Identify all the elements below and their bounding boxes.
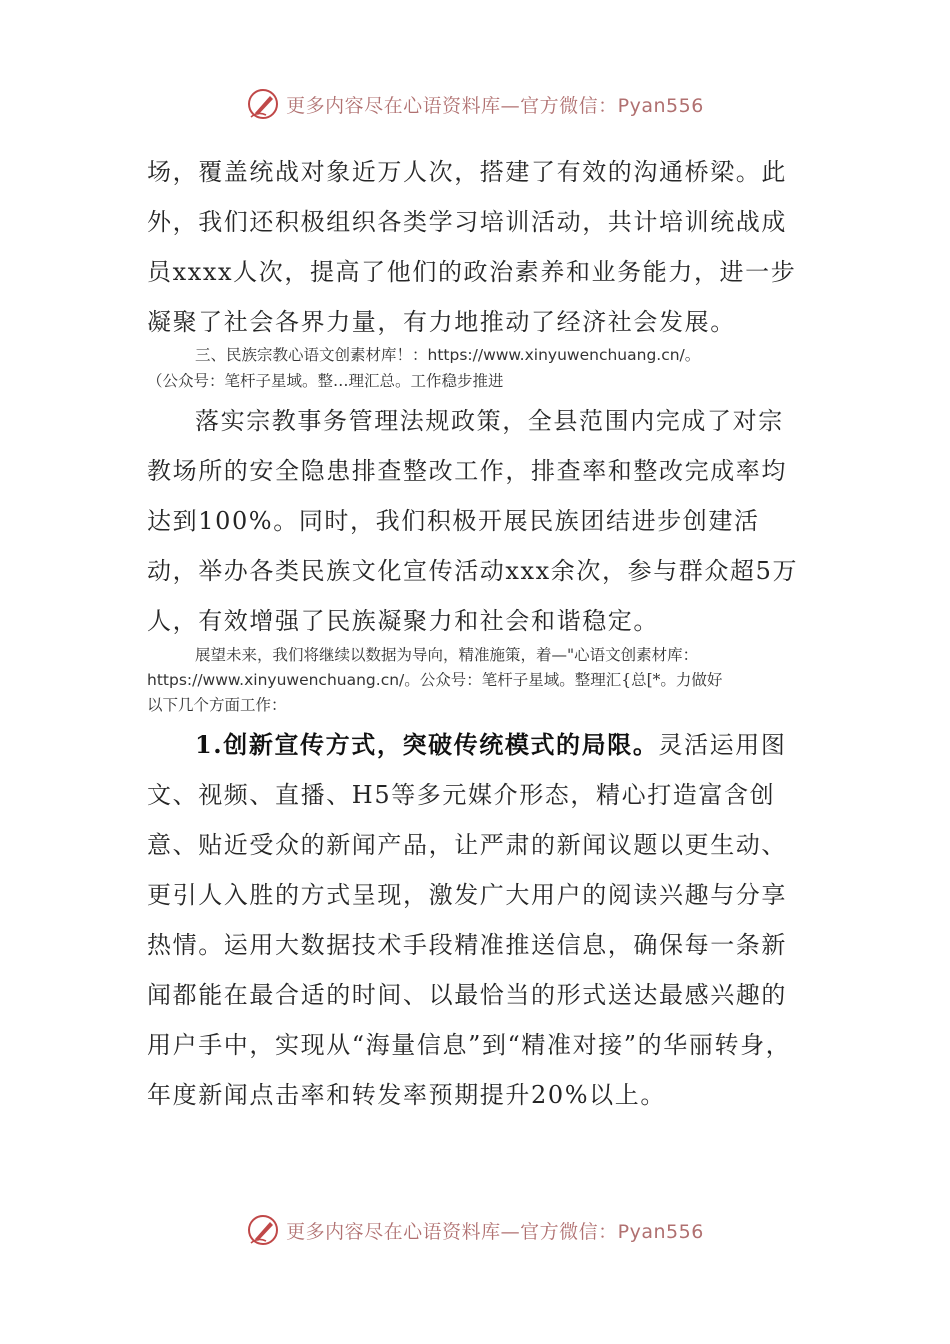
footer-banner [0, 1208, 950, 1252]
banner-text: 更多内容尽在心语资料库—官方微信：Pyan556 [286, 94, 704, 117]
section-heading-line1: 三、民族宗教心语文创素材库！：https://www.xinyuwenchuang.cn/。 [195, 346, 701, 364]
link-url-2[interactable]: https://www.xinyuwenchuang.cn/ [147, 671, 405, 689]
outlook-line1: 展望未来，我们将继续以数据为导向，精准施策，着—"心语文创素材库： [195, 646, 699, 664]
outlook-line3: 以下几个方面工作： [147, 696, 287, 714]
paragraph-1: 场，覆盖统战对象近万人次，搭建了有效的沟通桥梁。此外，我们还积极组织各类学习培训活动，共计培训统战成员xxxx人次，提高了他们的政治素养和业务能力，进一步凝聚了社会各界力量，有力地推动了经济社会发展。 [147, 158, 797, 336]
pen-logo-icon [246, 87, 280, 121]
wechat-id: Pyan556 [617, 1220, 704, 1243]
section-heading-line2: （公众号：笔杆子星域。整…理汇总。工作稳步推进 [147, 372, 504, 390]
item-1-body: 灵活运用图文、视频、直播、H5等多元媒介形态，精心打造富含创意、贴近受众的新闻产品，让严肃的新闻议题以更生动、更引人入胜的方式呈现，激发广大用户的阅读兴趣与分享热情。运用大数据技术手段精准推送信息，确保每一条新闻都能在最合适的时间、以最恰当的形式送达最感兴趣的用户手中，实现从“海量信息”到“精准对接”的华丽转身，年度新闻点击率和转发率预期提升20%以上。 [147, 731, 792, 1109]
header-banner [0, 82, 950, 126]
link-url[interactable]: https://www.xinyuwenchuang.cn/ [427, 346, 685, 364]
pen-logo-icon [246, 1213, 280, 1247]
item-1 [147, 720, 807, 1120]
paragraph-2: 落实宗教事务管理法规政策，全县范围内完成了对宗教场所的安全隐患排查整改工作，排查率和整改完成率均达到100%。同时，我们积极开展民族团结进步创建活动，举办各类民族文化宣传活动xxx余次，参与群众超5万人，有效增强了民族凝聚力和社会和谐稳定。 [147, 407, 799, 635]
item-1-title: 1.创新宣传方式，突破传统模式的局限。 [195, 730, 659, 759]
outlook-line2: https://www.xinyuwenchuang.cn/。公众号：笔杆子星域。整理汇{总[*。力做好 [147, 671, 723, 689]
banner-text: 更多内容尽在心语资料库—官方微信：Pyan556 [286, 1220, 704, 1243]
wechat-id: Pyan556 [617, 94, 704, 117]
